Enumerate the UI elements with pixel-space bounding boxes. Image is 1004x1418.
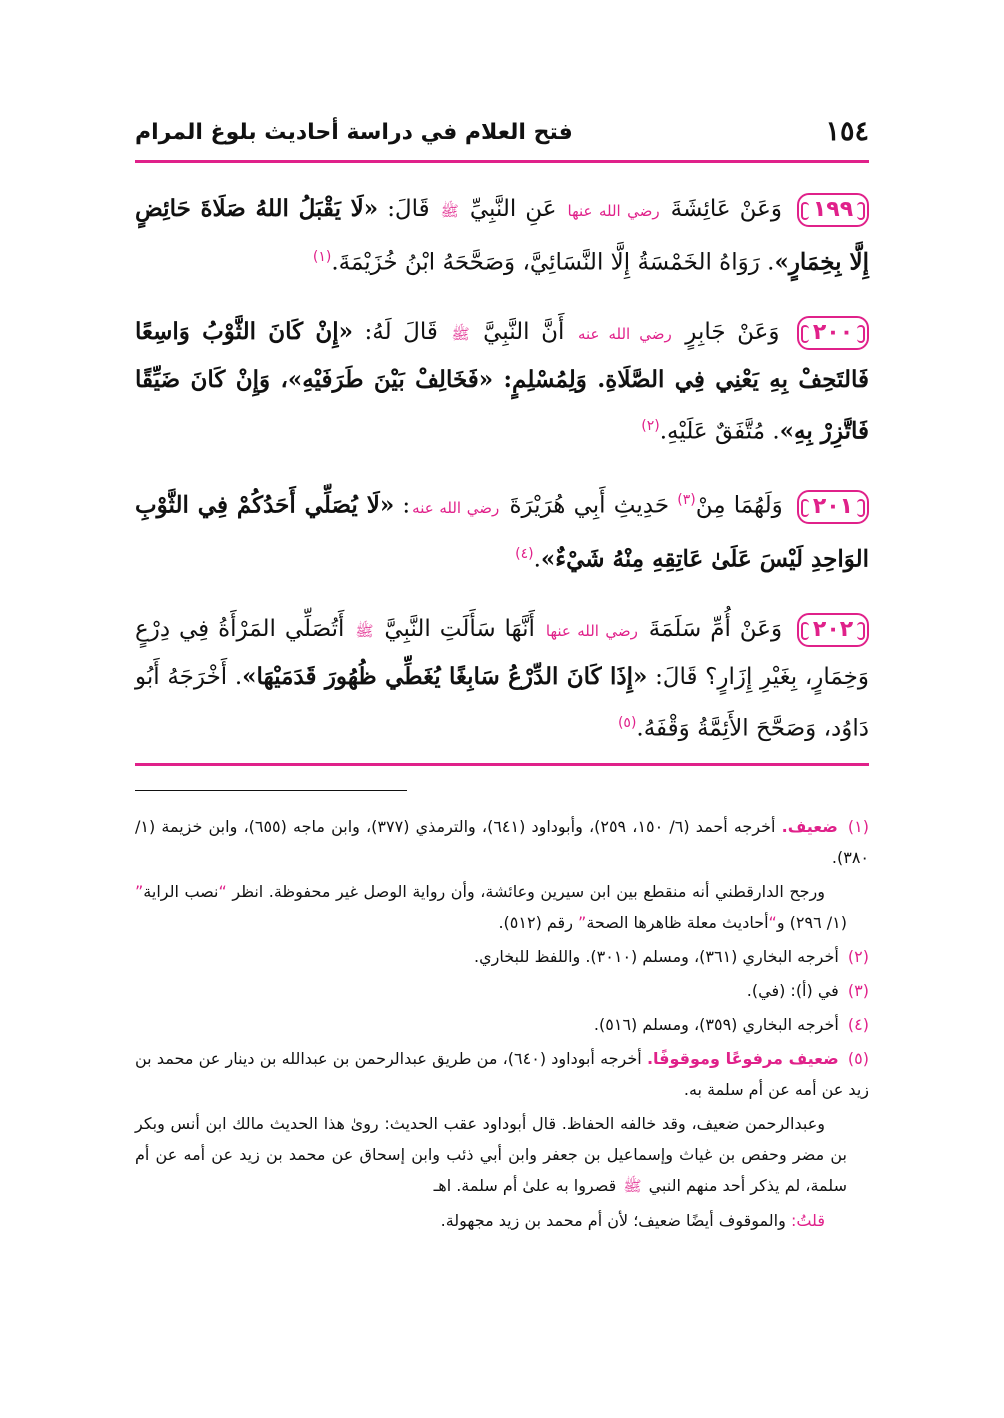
book-reference: نصب الراية [143,882,219,902]
hadith-202 [135,606,869,752]
footnote-text: أخرجه أبوداود (٦٤٠)، من طريق عبدالرحمن بن عبدالله بن دينار عن محمد بن زيد عن أمه عن أم سلمة به. [135,1049,869,1100]
hadith-number-badge: ١٩٩ [797,193,869,227]
qultu-label: قلتُ: [790,1211,825,1231]
footnote-number: (٤) [847,1015,869,1035]
footnote-text: وعبدالرحمن ضعيف، وقد خالفه الحفاظ. قال أبوداود عقب الحديث: روىٰ هذا الحديث مالك ابن أنس وبكر بن مضر وحفص بن غياث وإسماعيل بن جعفر وابن أبي ذئب وابن إسحاق عن محمد بن زيد عن أمه عن أم سلمة، لم يذكر أحد منهم النبي [135,1114,847,1196]
footnote-5-paragraph [135,1108,869,1202]
hadith-text: . مُتَّفَقٌ عَلَيْهِ. [659,418,780,445]
page [135,110,869,1239]
footnote-5-note [135,1205,869,1236]
hadith-text: أَنَّهَا سَأَلَتِ النَّبِيَّ [384,615,535,642]
salawat-icon: ﷺ [451,324,470,343]
footnote-number: (٣) [847,981,869,1001]
footnotes [135,811,869,1236]
honorific-icon: رضي الله عنه [412,498,500,517]
hadith-text: أَتُصَلِّي المَرْأَةُ فِي دِرْعٍ وَخِمَارٍ، بِغَيْرِ إِزَارٍ؟ قَالَ: [135,615,869,690]
hadith-text: أَنَّ النَّبِيَّ [483,318,565,345]
footnote-ref[interactable]: (١) [312,249,332,265]
salawat-icon: ﷺ [440,202,459,220]
hadith-quote: «إِذَا كَانَ الدِّرْعُ سَابِغًا يُغَطِّي ظُهُورَ قَدَمَيْهَا» [242,662,648,690]
footnote-3 [135,975,869,1006]
header-rule [135,160,869,163]
footnote-text: رقم (٥١٢). [498,913,573,933]
footnote-1-paragraph [135,876,869,938]
footnote-1 [135,811,869,873]
footnote-text: قصروا به علىٰ أم سلمة. اهـ [433,1176,617,1196]
footnote-text: أخرجه البخاري (٣٥٩)، ومسلم (٥١٦). [593,1015,839,1035]
hadith-201 [135,477,869,582]
hadith-list [135,186,869,751]
hadith-text: وَعَنْ جَابِرٍ [685,318,780,345]
footnote-text: أخرجه البخاري (٣٦١)، ومسلم (٣٠١٠). واللفظ للبخاري. [473,947,839,967]
footnote-2 [135,941,869,972]
honorific-icon: رضي الله عنها [545,621,638,640]
page-number: ١٥٤ [825,116,869,147]
hadith-text: قَالَ لَهُ: [364,318,438,345]
footnote-text: والموقوف أيضًا ضعيف؛ لأن أم محمد بن زيد مجهولة. [440,1211,786,1231]
hadith-number-badge: ٢٠١ [797,490,869,524]
hadith-quote: «إِنْ كَانَ الثَّوْبُ وَاسِعًا فَالتَحِفْ بِهِ يَعْنِي فِي الصَّلَاةِ. وَلِمُسْلِمٍ: «فَخَالِفْ بَيْنَ طَرَفَيْهِ»، وَإِنْ كَانَ ضَيِّقًا فَاتَّزِرْ بِهِ» [135,317,869,445]
footnote-text: في (أ): (في). [746,981,839,1001]
book-reference: أحاديث معلة ظاهرها الصحة [586,913,769,933]
hadith-text: . رَوَاهُ الخَمْسَةُ إِلَّا النَّسَائِيَّ، وَصَحَّحَهُ ابْنُ خُزَيْمَةَ. [331,249,775,276]
footnote-ref[interactable]: (٤) [515,545,534,562]
honorific-icon: رضي الله عنها [567,202,660,220]
quote-mark: ” [578,913,587,933]
hadith-quote: «لَا يَقْبَلُ اللهُ صَلَاةَ حَائِضٍ إِلَّا بِخِمَارٍ» [135,195,869,276]
hadith-199 [135,186,869,286]
hadith-text: . [533,546,541,573]
hadith-text: وَلَهُمَا مِنْ [695,492,783,519]
hadith-text: حَدِيثِ أَبِي هُرَيْرَةَ [509,492,670,519]
hadith-text: وَعَنْ عَائِشَةَ [670,196,783,222]
footnote-ref[interactable]: (٥) [617,714,637,731]
footnote-5 [135,1043,869,1105]
hadith-text: . أَخْرَجَهُ أَبُو دَاوُد، وَصَحَّحَ الأَئِمَّةُ وَقْفَهُ. [135,663,869,742]
hadith-200 [135,309,869,455]
quote-mark: “ [768,913,777,933]
footnote-ref[interactable]: (٢) [641,417,660,434]
footnote-text: أخرجه أحمد (٦/ ١٥٠، ٢٥٩)، وأبوداود (٦٤١)، والترمذي (٣٧٧)، وابن ماجه (٦٥٥)، وابن خزيمة (١/ ٣٨٠). [135,817,869,868]
footnote-text: ورجح الدارقطني أنه منقطع بين ابن سيرين وعائشة، وأن رواية الوصل غير محفوظة. انظر [232,882,826,902]
body-rule [135,763,869,766]
footnote-ref[interactable]: (٣) [677,492,696,509]
hadith-text: قَالَ: [387,196,430,222]
hadith-text: وَعَنْ أُمِّ سَلَمَةَ [648,615,783,642]
footnote-number: (٢) [847,947,869,967]
hadith-text: : [402,492,411,519]
footnote-number: (٥) [847,1049,869,1069]
quote-mark: “ [218,882,227,902]
page-header [135,110,869,156]
footnote-4 [135,1009,869,1040]
footnote-separator [135,790,407,791]
salawat-icon: ﷺ [623,1177,642,1196]
footnote-grade: ضعيف مرفوعًا وموقوفًا. [646,1049,839,1069]
footnote-number: (١) [847,817,870,837]
footnote-grade: ضعيف. [781,817,838,837]
hadith-number-badge: ٢٠٠ [797,316,869,350]
footnote-text: (١/ ٢٩٦) و [776,913,847,933]
honorific-icon: رضي الله عنه [577,324,672,343]
quote-mark: ” [135,882,144,902]
hadith-number-badge: ٢٠٢ [797,613,869,647]
hadith-quote: «لَا يُصَلِّي أَحَدُكُمْ فِي الثَّوْبِ الوَاحِدِ لَيْسَ عَلَىٰ عَاتِقِهِ مِنْهُ شَيْءٌ» [135,491,869,573]
book-title: فتح العلام في دراسة أحاديث بلوغ المرام [135,120,573,145]
salawat-icon: ﷺ [355,621,374,640]
hadith-text: عَنِ النَّبِيِّ [469,196,557,222]
